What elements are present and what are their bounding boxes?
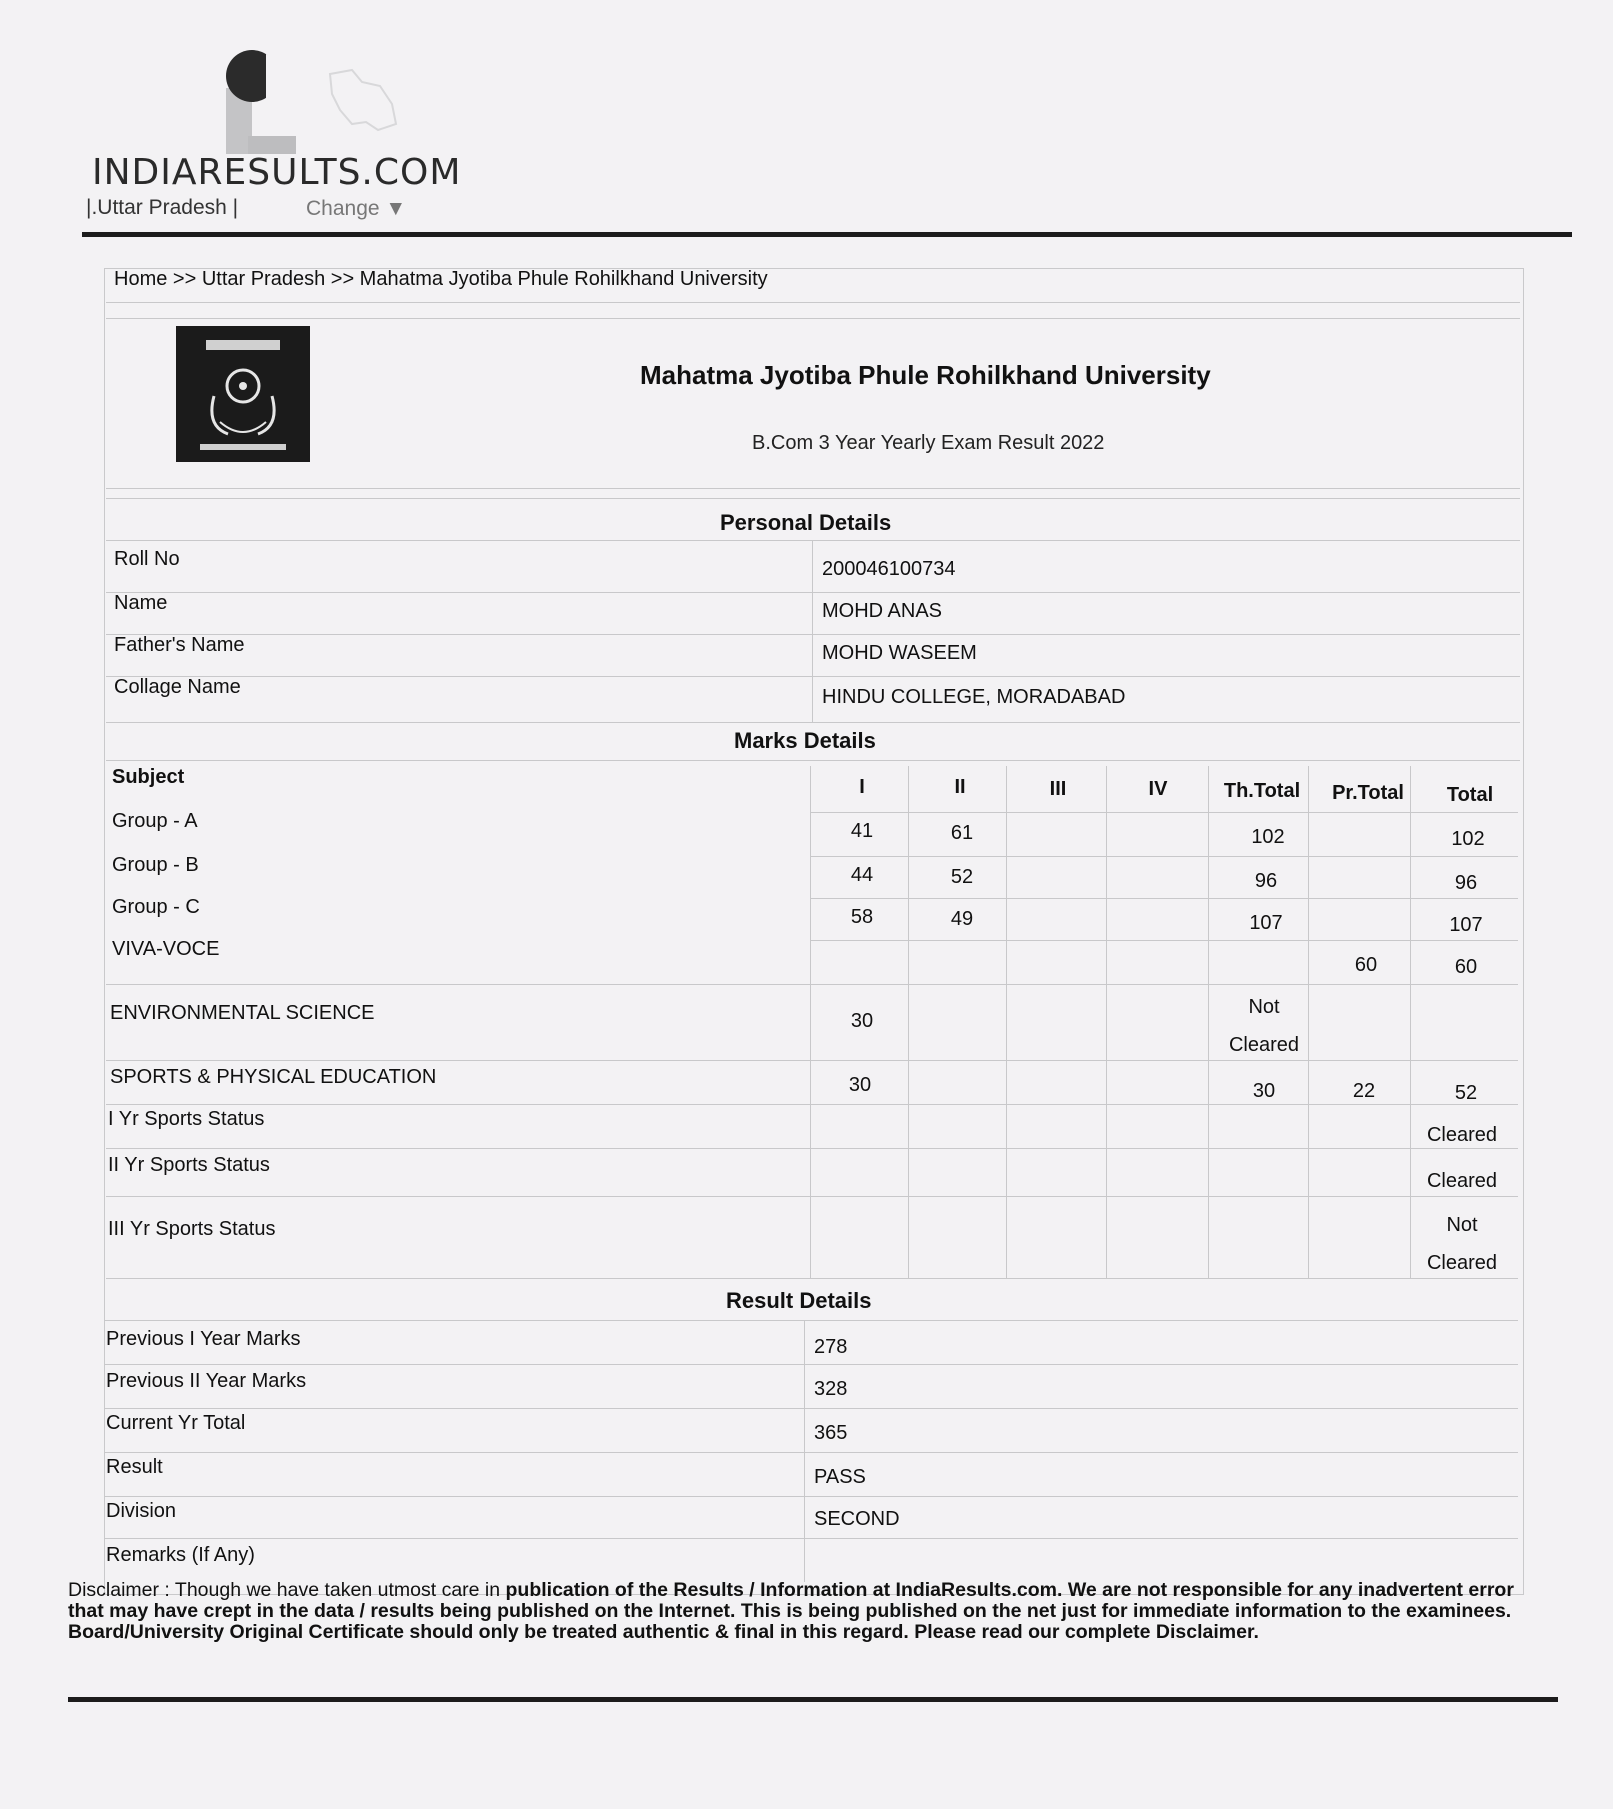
divider bbox=[106, 592, 1520, 593]
column-divider bbox=[1106, 766, 1107, 1278]
divider bbox=[106, 302, 1520, 303]
sports-pe-total: 52 bbox=[1454, 1082, 1478, 1104]
breadcrumb[interactable]: Home >> Uttar Pradesh >> Mahatma Jyotiba Phule Rohilkhand University bbox=[114, 268, 768, 290]
name-label: Name bbox=[114, 592, 168, 614]
col-header-i: I bbox=[859, 776, 865, 798]
group-c-total: 107 bbox=[1449, 914, 1483, 936]
university-emblem-icon bbox=[176, 326, 310, 462]
viva-voce-pr-total: 60 bbox=[1354, 954, 1378, 976]
col-header-ii: II bbox=[954, 776, 966, 798]
divider bbox=[106, 1060, 1518, 1061]
divider bbox=[106, 1196, 1518, 1197]
divider bbox=[106, 318, 1520, 319]
iii-yr-sports-status-value: Not Cleared bbox=[1426, 1214, 1498, 1274]
viva-voce-total: 60 bbox=[1454, 956, 1478, 978]
iii-yr-sports-status-label: III Yr Sports Status bbox=[108, 1218, 276, 1240]
divider bbox=[104, 1320, 1518, 1321]
group-b-ii: 52 bbox=[950, 866, 974, 888]
remarks-label: Remarks (If Any) bbox=[106, 1544, 255, 1566]
group-b-i: 44 bbox=[850, 864, 874, 886]
roll-no-label: Roll No bbox=[114, 548, 180, 570]
college-name-value: HINDU COLLEGE, MORADABAD bbox=[822, 686, 1126, 708]
col-header-th-total: Th.Total bbox=[1223, 780, 1301, 802]
divider bbox=[106, 722, 1520, 723]
change-state-link[interactable]: Change ▼ bbox=[306, 197, 407, 220]
divider bbox=[106, 984, 1518, 985]
current-yr-total-label: Current Yr Total bbox=[106, 1412, 246, 1434]
divider bbox=[810, 898, 1518, 899]
subject-group-a: Group - A bbox=[112, 810, 198, 832]
division-label: Division bbox=[106, 1500, 177, 1522]
divider bbox=[106, 1104, 1518, 1105]
prev-ii-year-marks-label: Previous II Year Marks bbox=[106, 1370, 307, 1392]
divider bbox=[106, 1148, 1518, 1149]
i-yr-sports-status-value: Cleared bbox=[1426, 1124, 1498, 1146]
group-b-th-total: 96 bbox=[1254, 870, 1278, 892]
university-title: Mahatma Jyotiba Phule Rohilkhand University bbox=[640, 360, 1211, 390]
divider bbox=[106, 760, 1520, 761]
sports-pe-th-total: 30 bbox=[1252, 1080, 1276, 1102]
result-details-title: Result Details bbox=[726, 1288, 872, 1313]
footer-divider bbox=[68, 1697, 1558, 1702]
subject-sports-physical-education: SPORTS & PHYSICAL EDUCATION bbox=[110, 1066, 437, 1088]
subject-group-c: Group - C bbox=[112, 896, 200, 918]
name-value: MOHD ANAS bbox=[822, 600, 943, 622]
column-divider bbox=[1410, 766, 1411, 1278]
divider bbox=[104, 1364, 1518, 1365]
divider bbox=[104, 1496, 1518, 1497]
group-a-i: 41 bbox=[850, 820, 874, 842]
column-divider bbox=[908, 766, 909, 1278]
subject-viva-voce: VIVA-VOCE bbox=[112, 938, 220, 960]
subject-environmental-science: ENVIRONMENTAL SCIENCE bbox=[110, 1002, 375, 1024]
group-b-total: 96 bbox=[1454, 872, 1478, 894]
divider bbox=[104, 1452, 1518, 1453]
divider bbox=[810, 812, 1518, 813]
col-header-iv: IV bbox=[1148, 778, 1168, 800]
personal-details-title: Personal Details bbox=[720, 510, 892, 535]
fathers-name-label: Father's Name bbox=[114, 634, 245, 656]
divider bbox=[106, 488, 1520, 489]
divider bbox=[104, 1408, 1518, 1409]
divider bbox=[106, 540, 1520, 541]
disclaimer-body[interactable]: publication of the Results / Information at IndiaResults.com. We are not responsible for any inadvertent error that may have crept in the data / results being published on the Internet. This is being published on the net just for immediate information to the examinees. Board/University Original Certificate should only be treated authentic & final in this regard. Please read our complete Disclaimer. bbox=[68, 1579, 1514, 1643]
sports-pe-i: 30 bbox=[848, 1074, 872, 1096]
divider bbox=[106, 676, 1520, 677]
group-a-th-total: 102 bbox=[1251, 826, 1285, 848]
disclaimer-text bbox=[68, 1580, 1528, 1643]
group-c-ii: 49 bbox=[950, 908, 974, 930]
result-value: PASS bbox=[814, 1466, 866, 1488]
result-label: Result bbox=[106, 1456, 163, 1478]
ii-yr-sports-status-value: Cleared bbox=[1426, 1170, 1498, 1192]
uttar-pradesh-map-icon bbox=[322, 64, 402, 144]
column-divider bbox=[1006, 766, 1007, 1278]
exam-title: B.Com 3 Year Yearly Exam Result 2022 bbox=[752, 432, 1105, 454]
prev-ii-year-marks-value: 328 bbox=[814, 1378, 848, 1400]
column-divider bbox=[810, 766, 811, 1278]
divider bbox=[810, 856, 1518, 857]
indiaresults-logo-icon bbox=[222, 48, 302, 158]
group-c-i: 58 bbox=[850, 906, 874, 928]
header-divider bbox=[82, 232, 1572, 237]
site-logo-text[interactable]: INDIARESULTS.COM bbox=[92, 152, 462, 193]
column-divider bbox=[812, 540, 813, 722]
col-header-iii: III bbox=[1049, 778, 1067, 800]
state-label: |.Uttar Pradesh | bbox=[86, 196, 239, 219]
i-yr-sports-status-label: I Yr Sports Status bbox=[108, 1108, 265, 1130]
group-a-ii: 61 bbox=[950, 822, 974, 844]
prev-i-year-marks-value: 278 bbox=[814, 1336, 848, 1358]
prev-i-year-marks-label: Previous I Year Marks bbox=[106, 1328, 301, 1350]
group-a-total: 102 bbox=[1451, 828, 1485, 850]
col-header-pr-total: Pr.Total bbox=[1332, 782, 1404, 804]
division-value: SECOND bbox=[814, 1508, 900, 1530]
group-c-th-total: 107 bbox=[1249, 912, 1283, 934]
env-science-i: 30 bbox=[850, 1010, 874, 1032]
column-divider bbox=[1208, 766, 1209, 1278]
env-science-th-total: Not Cleared bbox=[1228, 996, 1300, 1056]
current-yr-total-value: 365 bbox=[814, 1422, 848, 1444]
roll-no-value: 200046100734 bbox=[822, 558, 956, 580]
disclaimer-lead: Disclaimer : Though we have taken utmost care in bbox=[68, 1579, 506, 1601]
college-name-label: Collage Name bbox=[114, 676, 241, 698]
ii-yr-sports-status-label: II Yr Sports Status bbox=[108, 1154, 270, 1176]
divider bbox=[106, 634, 1520, 635]
divider bbox=[810, 940, 1518, 941]
fathers-name-value: MOHD WASEEM bbox=[822, 642, 977, 664]
divider bbox=[106, 498, 1520, 499]
subject-group-b: Group - B bbox=[112, 854, 199, 876]
sports-pe-pr-total: 22 bbox=[1352, 1080, 1376, 1102]
marks-details-title: Marks Details bbox=[734, 728, 876, 753]
divider bbox=[104, 1538, 1518, 1539]
col-header-subject: Subject bbox=[112, 766, 185, 788]
column-divider bbox=[804, 1320, 805, 1582]
divider bbox=[106, 1278, 1518, 1279]
col-header-total: Total bbox=[1446, 784, 1494, 806]
